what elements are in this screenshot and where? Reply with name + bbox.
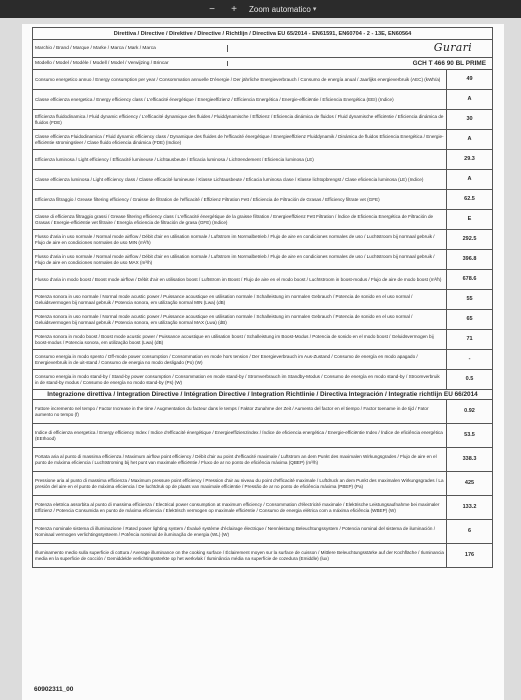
document-page	[22, 24, 504, 700]
integration-section-title: Integrazione direttiva / Integration Directive / Intégration Directive / Integration Richtlinie / Directiva Integración / Integratie richtlijn EU 66/2014	[33, 390, 493, 400]
row-value: 55	[447, 290, 493, 310]
energy-data-table	[32, 27, 493, 568]
table-row	[33, 520, 493, 544]
row-value: 6	[447, 520, 493, 544]
table-row	[33, 130, 493, 150]
table-row	[33, 250, 493, 270]
row-value: 396.8	[447, 250, 493, 270]
viewer-toolbar	[0, 0, 521, 18]
row-value: A	[447, 90, 493, 110]
row-label: Consumo energetico annuo / Energy consumption per year / Consommation annuelle D'énergie / Der jährliche Energieverbrauch / Consumo de energía anual / Jaarlijks energieverbruik (AEC) (kWh/a)	[33, 70, 447, 90]
row-value: 133.2	[447, 496, 493, 520]
row-label: Efficienza filtraggio / Grease filtering efficiency / Graisse de filtration de l'efficacité / Effizienz Filtration Fett / Eficiencia de Filtración de Grasas / Efficiency filtrate vet (GFE)	[33, 190, 447, 210]
row-value: E	[447, 210, 493, 230]
row-value: 30	[447, 110, 493, 130]
row-value: 0.5	[447, 370, 493, 390]
table-row	[33, 70, 493, 90]
zoom-controls	[205, 3, 316, 15]
row-label: Flusso d'aria in uso normale / Normal mode airflow / Débit d'air en utilisation normale / Luftstrom im Normalbetrieb / Flujo de aire en condiciones normales de uso / Luchtstroom bij normaal gebruik / Flujo de aire en condiciones normales de uso MAX (m³/h)	[33, 250, 447, 270]
brand-label: Marchio / Brand / Marque / Marke / Marca / Mark / Marca	[35, 45, 156, 51]
model-value-row	[33, 58, 493, 70]
row-value: -	[447, 350, 493, 370]
row-label: Consumo energia in modo spento / Off-mode power consumption / Consommation en mode hors tension / Der Energieverbrauch im Aus-Zustand / Consumo de energía en modo apagado / Energieverbruik in de uit-stand / Consumo de energia no modo desligado (Po) (W)	[33, 350, 447, 370]
row-label: Efficienza luminosa / Light efficiency / Efficacité lumineuse / Lichtausbeute / Eficacia luminosa / Lichtrendement / Eficiencia luminosa (LE)	[33, 150, 447, 170]
row-label: Pressione aria al punto di massima efficienza / Maximum pressure point efficiency / Pression d'air au niveau du point d'efficacité maximale / Luftdruck an dem Punkt des maximalen Wirkungsgrades / La presión del aire en el punto de máxima eficiencia / De luchtdruk op de plaats van maximale efficiëntie / Pressão de ar no ponto de eficiência máxima (PBEP) (Pa)	[33, 472, 447, 496]
table-row	[33, 90, 493, 110]
row-label: Potenza nominale sistema di illuminazione / Rated power lighting system / Évalué système d'éclairage électrique / Nennleistung Beleuchtungssystem / Potencia nominal del sistema de iluminación / Nominaal vermogen verlichtingssysteem / Potência nominal de iluminação de energia (WL) (W)	[33, 520, 447, 544]
table-row	[33, 270, 493, 290]
chevron-down-icon: ▾	[312, 6, 317, 13]
section-header-row	[33, 390, 493, 400]
table-row	[33, 370, 493, 390]
row-value: 49	[447, 70, 493, 90]
table-row	[33, 150, 493, 170]
brand-logo-row	[33, 40, 493, 58]
table-row	[33, 400, 493, 424]
row-label: Flusso d'aria in modo boost / Boost mode airflow / Débit d'air en utilisation boost / Luftstrom im Boost / Flujo de aire en el modo boost / Luchtstroom in boost-modus / Flujo de aire de modo boost (m³/h)	[33, 270, 447, 290]
row-label: Classe efficienza luminosa / Light efficiency class / Classe efficacité lumineuse / Klasse Lichtausbeute / Eficacia luminosa clase / Klasse lichtopbrengst / Clase eficiencia luminosa (LE) (Indice)	[33, 170, 447, 190]
table-row	[33, 496, 493, 520]
table-row	[33, 210, 493, 230]
document-code: 60902311_00	[34, 686, 74, 693]
table-row	[33, 544, 493, 568]
table-row	[33, 170, 493, 190]
row-value: 425	[447, 472, 493, 496]
table-row	[33, 330, 493, 350]
row-label: Flusso d'aria in uso normale / Normal mode airflow / Débit d'air en utilisation normale / Luftstrom im Normalbetrieb / Flujo de aire en condiciones normales de uso / Luchtstroom bij normaal gebruik / Flujo de aire en condiciones normales de uso MIN (m³/h)	[33, 230, 447, 250]
row-label: Classe efficienza Fluidodinamica / Fluid dynamic efficiency class / Dynamique des fluides de l'efficacité énergétique / Energieeffizienz Fluiddynamik / Dinámica de fluidos Eficiencia Energética / Energie-efficiëntie stromingsleer / Clase fluido eficiencia dinámica (FDE) (Indice)	[33, 130, 447, 150]
row-label: Portata aria al punto di massima efficienza / Maximum airflow point efficiency / Débit d'air au point d'efficacité maximale / Luftstrom an dem Punkt des maximalen Wirkungsgrades / Flujo de aire en el punto de máxima eficiencia / Luchtstroming bij het punt van maximale efficiëntie / Fluxo de ar no ponto de eficiência máxima (QBEP) (m³/h)	[33, 448, 447, 472]
row-value: 62.5	[447, 190, 493, 210]
row-value: 0.92	[447, 400, 493, 424]
row-value: 176	[447, 544, 493, 568]
table-row	[33, 230, 493, 250]
row-value: 71	[447, 330, 493, 350]
row-label: Potenza elettrica assorbita al punto di massima efficienza / Electrical power consumption at maximum efficiency / Consommation d'électricité maximale / Elektrische Leistungsaufnahme bei maximaler Effizienz / Potencia Consumida en punto de máxima eficiencia / Elektrisch vermogen op maximale efficiëntie / Consumo de energia elétrica com a máxima eficiência (WBEP) (W)	[33, 496, 447, 520]
zoom-out-button[interactable]: −	[209, 3, 215, 15]
row-value: A	[447, 170, 493, 190]
row-label: Indice di efficienza energetica / Energy efficiency Index / Indice d'efficacité énergétique / Energieeffizienzindex / Índice de eficiencia energética / Energie-efficiëntie Index / Índice de eficiência energética (EEIhood)	[33, 424, 447, 448]
row-label: Potenza sonora in modo boost / Boost mode acustic power / Puissance acoustique en utilisation boost / Schalleistung im Boost-Modus / Potencia de sonido en el modo boost / Geluidsvermogen bij boost-modus / Potencia sonora, em utilização boost (Lwa) (dB)	[33, 330, 447, 350]
row-value: A	[447, 130, 493, 150]
table-row	[33, 110, 493, 130]
zoom-in-button[interactable]: +	[231, 3, 237, 15]
row-label: Classe di efficienza filtraggio grassi / Grease filtering efficiency class / L'efficacité énergétique de la graisse filtration / Energieeffizienz Fett Filtration / Índice de Eficiencia Energética de Filtración de Grasas / Energie-efficiëntie vet filtraire / Energía eficiencia de filtración de grasa (GFE) (Indice)	[33, 210, 447, 230]
row-value: 678.6	[447, 270, 493, 290]
table-row	[33, 310, 493, 330]
table-row	[33, 472, 493, 496]
table-row	[33, 424, 493, 448]
zoom-select[interactable]	[249, 5, 316, 14]
row-label: Potenza sonora in uso normale / Normal mode acustic power / Puissance acoustique en utilisation normale / Schalleistung im normalen Gebrauch / Potencia de sonido en el uso normal / Geluidsvermogen bij normaal gebruik / Potencia sonora, em utilização normal MIN (Lwa) (dB)	[33, 290, 447, 310]
row-label: Consumo energia in modo stand-by / Stand-by power consumption / Consommation en mode stand-by / Stromverbrauch im Standby-Modus / Consumo de energía en modo stand-by / Stroomverbruik in de stand-by modus / Consumo de energía no modo stand-by (Ps) (W)	[33, 370, 447, 390]
row-label: Potenza sonora in uso normale / Normal mode acustic power / Puissance acoustique en utilisation normale / Schalleistung im normalen Gebrauch / Potencia de sonido en el uso normal / Geluidsvermogen bij normaal gebruik / Potencia sonora, em utilização normal MAX (Lwa) (dB)	[33, 310, 447, 330]
row-label: Efficienza fluidodinamica / Fluid dynamic efficiency / L'efficacité dynamique des fluides / Fluiddynamische / Effizienz / Eficiencia dinámica de fluidos / Fluid dynamische efficiëntie / Eficiencia dinámica de fluidos (FDE)	[33, 110, 447, 130]
table-row	[33, 190, 493, 210]
row-label: Illuminamento medio sulla superficie di cottura / Average illuminance on the cooking surface / Éclairement moyen sur la surface de cuisson / Mittlere Beleuchtungsstärke auf der Kochfläche / Iluminancia media en la superficie de cocción / Gemiddelde verlichtingssterkte op het werkvlak / Iluminância média na superfície de cozedura (Emiddle) (lux)	[33, 544, 447, 568]
model-label: Modello / Model / Modèle / Modell / Model / Verwijzing / Brincar	[35, 60, 169, 66]
row-value: 53.5	[447, 424, 493, 448]
zoom-select-label: Zoom automatico	[249, 4, 311, 14]
brand-logo: Gurari	[433, 40, 472, 54]
row-value: 29.3	[447, 150, 493, 170]
table-row	[33, 290, 493, 310]
directive-title: Direttiva / Directive / Direktive / Directive / Richtlijn / Directiva EU 65/2014 - EN61591, EN60704 - 2 - 13E, EN60564	[33, 28, 493, 40]
row-label: Fattore incremento nel tempo / Factor Increase in the time / Augmentation du facteur dans le temps / Faktor Zunahme der Zeit / Aumento del factor en el tiempo / Factor toename in de tijd / Fator aumento no tempo (f)	[33, 400, 447, 424]
row-value: 65	[447, 310, 493, 330]
table-row	[33, 448, 493, 472]
row-value: 338.3	[447, 448, 493, 472]
model-value: GCH T 466 90 BL PRIME	[412, 59, 486, 67]
row-label: Classe efficienza energetica / Energy efficiency class / L'efficacité énergétique / Energieeffizienz / Efficiencia Energética / Energie-efficiëntie / Eficiencia Energética (EEI) (Indice)	[33, 90, 447, 110]
row-value: 292.5	[447, 230, 493, 250]
table-row	[33, 350, 493, 370]
